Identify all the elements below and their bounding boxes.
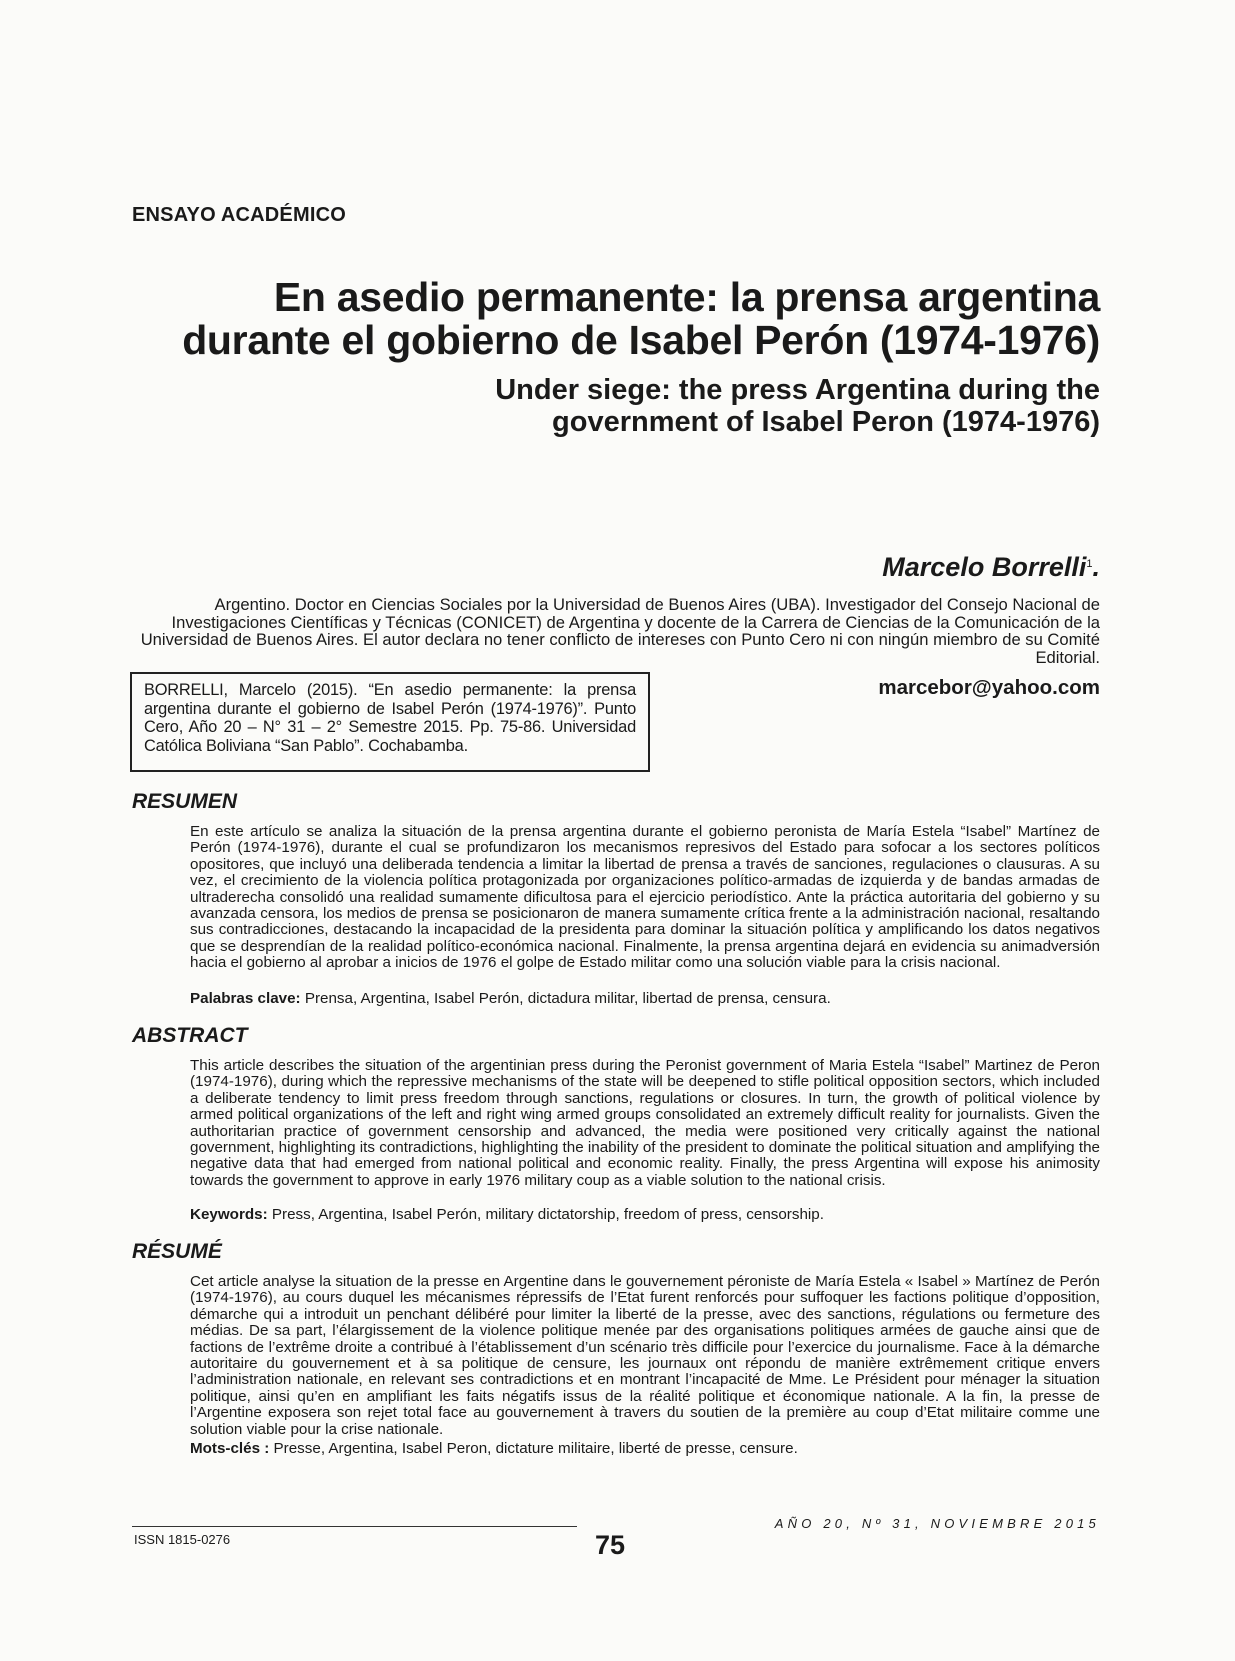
keywords-label: Mots-clés : xyxy=(190,1440,270,1457)
footer-rule xyxy=(132,1526,577,1527)
footer-issue: AÑO 20, Nº 31, NOVIEMBRE 2015 xyxy=(774,1516,1100,1531)
title-block xyxy=(150,276,1100,438)
resumen-heading: RESUMEN xyxy=(132,790,238,813)
resumen-keywords xyxy=(190,990,1100,1007)
section-label: ENSAYO ACADÉMICO xyxy=(132,204,346,226)
resumen-body: En este artículo se analiza la situación de la prensa argentina durante el gobierno peronista de María Estela “Isabel” Martínez de Perón (1974-1976), durante el cual se profundizaron los mecanismos represivos del Estado para sofocar a los sectores políticos opositores, que incluyó una deliberada tendencia a limitar la libertad de prensa a través de sanciones, regulaciones o clausuras. A su vez, el crecimiento de la violencia política protagonizada por organizaciones político-armadas de izquierda y de bandas armadas de ultraderecha consolidó una realidad sumamente dificultosa para el ejercicio periodístico. Ante la práctica autoritaria del gobierno y su avanzada censora, los medios de prensa se posicionaron de manera sumamente crítica frente a la administración nacional, resaltando sus contradicciones, destacando la incapacidad de la presidenta para dominar la situación política y amplificando los datos negativos que se desprendían de la realidad político-económica nacional. Finalmente, la prensa argentina dejará en evidencia su animadversión hacia el gobierno al aprobar a inicios de 1976 el golpe de Estado militar como una solución viable para la crisis nacional. xyxy=(190,823,1100,972)
keywords-text: Press, Argentina, Isabel Perón, military dictatorship, freedom of press, censorship. xyxy=(267,1206,824,1223)
author-name: Marcelo Borrelli xyxy=(882,552,1087,582)
author-email[interactable]: marcebor@yahoo.com xyxy=(878,676,1100,699)
resume-heading: RÉSUMÉ xyxy=(132,1240,222,1263)
keywords-text: Presse, Argentina, Isabel Peron, dictature militaire, liberté de presse, censure. xyxy=(269,1440,798,1457)
author-trailing: . xyxy=(1092,552,1100,582)
keywords-label: Palabras clave: xyxy=(190,990,301,1007)
title-english: Under siege: the press Argentina during the government of Isabel Peron (1974-1976) xyxy=(495,374,1100,438)
abstract-body: This article describes the situation of the argentinian press during the Peronist government of Maria Estela “Isabel” Martinez de Peron (1974-1976), during which the repressive mechanisms of the state will be deepened to stifle political opposition sectors, which included a deliberate tendency to limit press freedom through sanctions, regulations or closures. In turn, the growth of political violence by armed political organizations of the left and right wing armed groups consolidated an extremely difficult reality for journalists. Given the authoritarian practice of government censorship and advanced, the media were positioned very critically against the national government, highlighting its contradictions, highlighting the inability of the president to dominate the political situation and amplifying the negative data that had emerged from national political and economic reality. Finally, the press Argentina will expose his animosity towards the government to approve in early 1976 military coup as a viable solution to the national crisis. xyxy=(190,1057,1100,1189)
title-spanish: En asedio permanente: la prensa argentina durante el gobierno de Isabel Perón (1974-1976) xyxy=(182,274,1100,363)
footer-issn: ISSN 1815-0276 xyxy=(134,1532,231,1547)
citation-box: BORRELLI, Marcelo (2015). “En asedio permanente: la prensa argentina durante el gobierno de Isabel Perón (1974-1976)”. Punto Cero, Año 20 – N° 31 – 2° Semestre 2015. Pp. 75-86. Universidad Católica Boliviana “San Pablo”. Cochabamba. xyxy=(130,672,650,772)
keywords-text: Prensa, Argentina, Isabel Perón, dictadura militar, libertad de prensa, censura. xyxy=(300,990,831,1007)
abstract-keywords xyxy=(190,1206,1100,1223)
keywords-label: Keywords: xyxy=(190,1206,268,1223)
author-line xyxy=(500,552,1100,583)
resume-body: Cet article analyse la situation de la presse en Argentine dans le gouvernement péroniste de María Estela « Isabel » Martínez de Perón (1974-1976), au cours duquel les mécanismes répressifs de l’Etat furent renforcés pour suffoquer les factions politique d’opposition, démarche qui a introduit un penchant délibéré pour limiter la liberté de la presse, avec des sanctions, régulations ou fermeture des médias. De sa part, l’élargissement de la violence politique menée par des organisations politiques armées de gauche ainsi que de factions de l’extrême droite a contribué à l’établissement d’un scénario très difficile pour l’exercice du journalisme. Face à la démarche autoritaire du gouvernement et à sa politique de censure, les journaux ont répondu de manière extrêmement critique envers l’administration nationale, en relevant ses contradictions et en montrant l’incapacité de Mme. Le Président pour ménager la situation politique, ainsi qu’en en amplifiant les faits négatifs issus de la réalité politique et économique nationale. A la fin, la presse de l’Argentine exposera son rejet total face au gouvernement à travers du soutien de la première au coup d’Etat militaire comme une solution viable pour la crise nationale. xyxy=(190,1273,1100,1438)
author-affiliation: Argentino. Doctor en Ciencias Sociales por la Universidad de Buenos Aires (UBA). Investigador del Consejo Nacional de Investigaciones Científicas y Técnicas (CONICET) de Argentina y docente de la Carrera de Ciencias de la Comunicación de la Universidad de Buenos Aires. El autor declara no tener conflicto de intereses con Punto Cero ni con ningún miembro de su Comité Editorial. xyxy=(140,595,1100,667)
abstract-heading: ABSTRACT xyxy=(132,1024,248,1047)
resume-keywords xyxy=(190,1440,1100,1457)
footnote-mark[interactable]: 1 xyxy=(1086,558,1093,570)
page-number: 75 xyxy=(594,1530,626,1560)
